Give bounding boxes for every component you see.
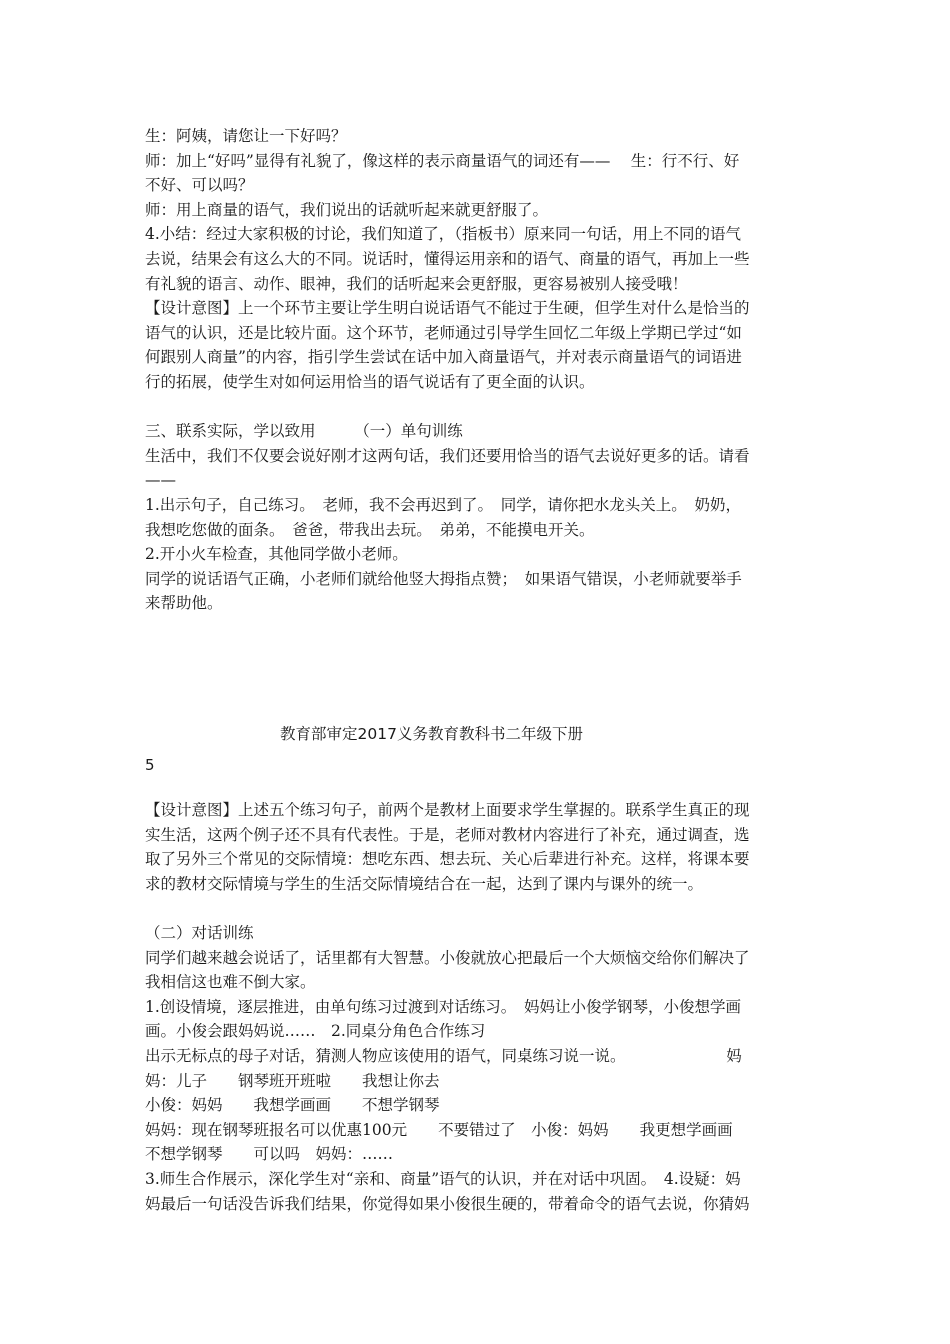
text-line: 妈最后一句话没告诉我们结果，你觉得如果小俊很生硬的，带着命令的语气去说，你猜妈	[145, 1194, 750, 1213]
text-line: 同学的说话语气正确，小老师们就给他竖大拇指点赞； 如果语气错误，小老师就要举手	[145, 569, 742, 588]
text-line: 不想学钢琴 可以吗 妈妈：……	[145, 1145, 394, 1164]
text-line: 去说，结果会有这么大的不同。说话时，懂得运用亲和的语气、商量的语气，再加上一些	[145, 249, 750, 268]
text-line: 有礼貌的语言、动作、眼神，我们的话听起来会更舒服，更容易被别人接受哦！	[145, 274, 688, 293]
text-line: 求的教材交际情境与学生的生活交际情境结合在一起，达到了课内与课外的统一。	[145, 874, 704, 893]
text-line: 何跟别人商量”的内容，指引学生尝试在话中加入商量语气，并对表示商量语气的词语进	[145, 348, 742, 367]
text-line: 实生活，这两个例子还不具有代表性。于是，老师对教材内容进行了补充，通过调查，选	[145, 825, 750, 844]
text-line: 【设计意图】上一个环节主要让学生明白说话语气不能过于生硬，但学生对什么是恰当的	[145, 299, 750, 318]
text-line	[145, 896, 813, 921]
page-footer	[145, 722, 813, 777]
text-line: 同学们越来越会说话了，话里都有大智慧。小俊就放心把最后一个大烦恼交给你们解决了	[145, 948, 750, 967]
text-line: 3.师生合作展示，深化学生对“亲和、商量”语气的认识，并在对话中巩固。 4.设疑：妈	[145, 1169, 741, 1188]
text-line: 妈：儿子 钢琴班开班啦 我想让你去	[145, 1071, 440, 1090]
text-line: 画。小俊会跟妈妈说…… 2.同桌分角色合作练习	[145, 1022, 486, 1041]
text-line: 不好、可以吗？	[145, 176, 254, 195]
text-line: ——	[145, 471, 176, 490]
footer-title: 教育部审定2017义务教育教科书二年级下册	[280, 725, 583, 743]
text-line: 我想吃您做的面条。 爸爸，带我出去玩。 弟弟，不能摸电开关。	[145, 520, 595, 539]
text-line: 1.出示句子，自己练习。 老师，我不会再迟到了。 同学，请你把水龙头关上。 奶奶，	[145, 495, 742, 514]
text-line: 师：用上商量的语气，我们说出的话就听起来就更舒服了。	[145, 200, 549, 219]
text-line: （二）对话训练	[145, 923, 254, 942]
text-line: 来帮助他。	[145, 594, 223, 613]
page-1-text	[145, 124, 813, 616]
page-2-text	[145, 798, 813, 1216]
text-line	[145, 395, 813, 420]
text-line: 出示无标点的母子对话，猜测人物应该使用的语气，同桌练习说一说。 妈	[145, 1046, 742, 1065]
text-line: 我相信这也难不倒大家。	[145, 973, 316, 992]
text-line: 妈妈：现在钢琴班报名可以优惠100元 不要错过了 小俊：妈妈 我更想学画画	[145, 1120, 733, 1139]
text-line: 师：加上“好吗”显得有礼貌了，像这样的表示商量语气的词还有—— 生：行不行、好	[145, 151, 740, 170]
text-line: 语气的认识，还是比较片面。这个环节，老师通过引导学生回忆二年级上学期已学过“如	[145, 323, 742, 342]
text-line: 生活中，我们不仅要会说好刚才这两句话，我们还要用恰当的语气去说好更多的话。请看	[145, 446, 750, 465]
text-line: 【设计意图】上述五个练习句子，前两个是教材上面要求学生掌握的。联系学生真正的现	[145, 801, 750, 819]
text-line: 1.创设情境，逐层推进，由单句练习过渡到对话练习。 妈妈让小俊学钢琴，小俊想学画	[145, 997, 742, 1016]
text-line: 三、联系实际，学以致用 （一）单句训练	[145, 422, 463, 441]
text-line: 2.开小火车检查，其他同学做小老师。	[145, 545, 408, 564]
text-line: 行的拓展，使学生对如何运用恰当的语气说话有了更全面的认识。	[145, 372, 595, 391]
page-number: 5	[145, 756, 155, 774]
text-line: 生：阿姨，请您让一下好吗？	[145, 127, 347, 145]
text-line: 取了另外三个常见的交际情境：想吃东西、想去玩、关心后辈进行补充。这样，将课本要	[145, 850, 750, 869]
text-line: 小俊：妈妈 我想学画画 不想学钢琴	[145, 1096, 440, 1115]
text-line: 4.小结：经过大家积极的讨论，我们知道了，（指板书）原来同一句话，用上不同的语气	[145, 225, 742, 244]
